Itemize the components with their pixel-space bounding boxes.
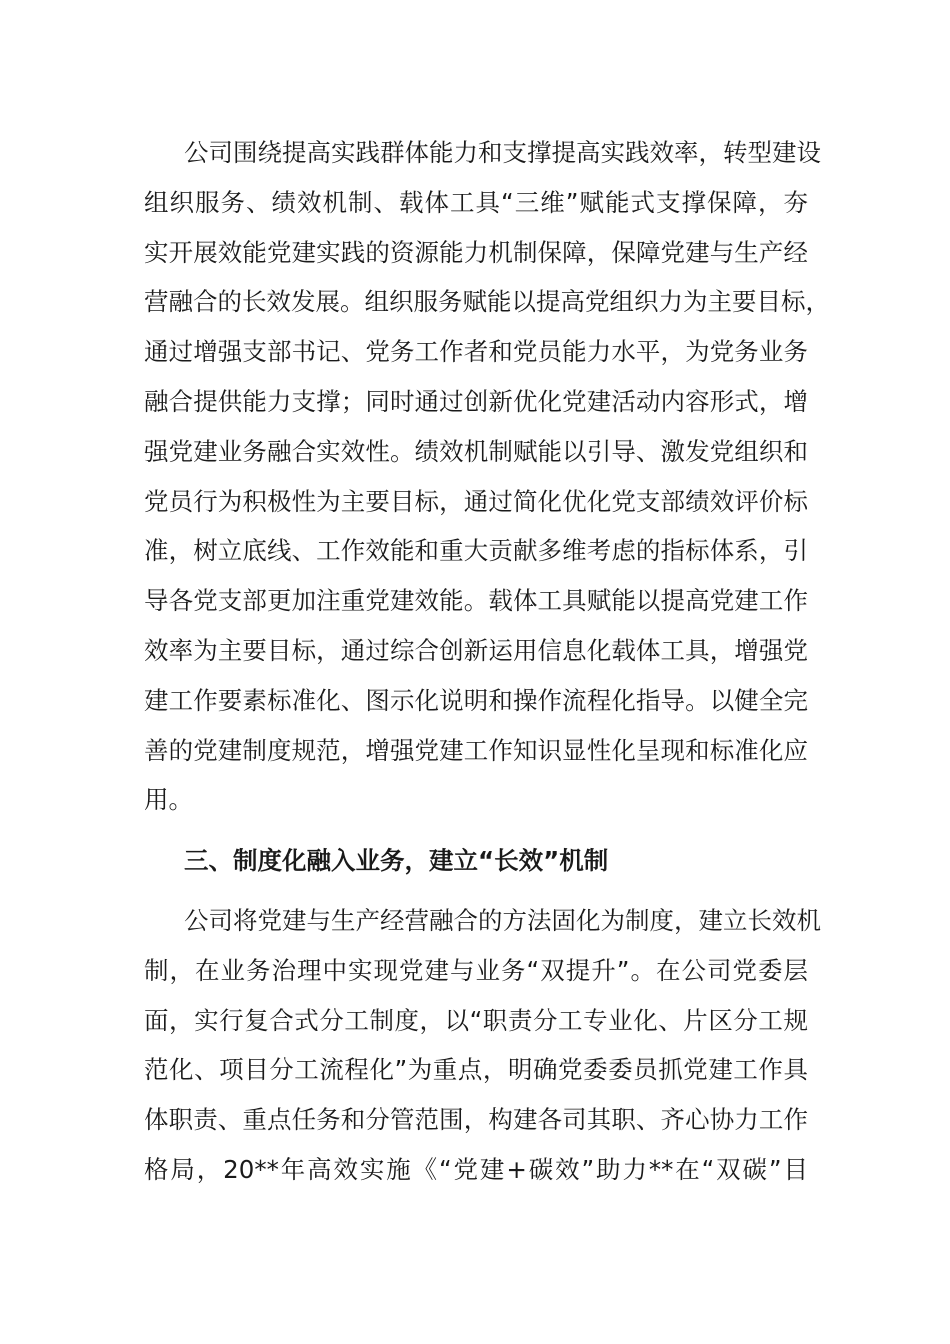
paragraph-line: 公司将党建与生产经营融合的方法固化为制度，建立长效机 xyxy=(184,906,821,935)
paragraph-line: 营融合的长效发展。组织服务赋能以提高党组织力为主要目标， xyxy=(144,287,830,317)
section-heading xyxy=(144,836,808,886)
paragraph-2 xyxy=(144,896,821,1195)
paragraph-line: 组织服务、绩效机制、载体工具“三维”赋能式支撑保障，夯 xyxy=(144,187,808,217)
paragraph-line: 党员行为积极性为主要目标，通过简化优化党支部绩效评价标 xyxy=(144,486,808,516)
paragraph-line: 用。 xyxy=(144,785,193,815)
paragraph-line: 融合提供能力支撑；同时通过创新优化党建活动内容形式，增 xyxy=(144,386,808,416)
paragraph-1 xyxy=(144,128,830,825)
paragraph-line: 效率为主要目标，通过综合创新运用信息化载体工具，增强党 xyxy=(144,635,808,665)
paragraph-line: 建工作要素标准化、图示化说明和操作流程化指导。以健全完 xyxy=(144,685,808,715)
paragraph-line: 通过增强支部书记、党务工作者和党员能力水平，为党务业务 xyxy=(144,337,808,367)
paragraph-line: 面，实行复合式分工制度，以“职责分工专业化、片区分工规 xyxy=(144,1005,808,1035)
paragraph-line: 强党建业务融合实效性。绩效机制赋能以引导、激发党组织和 xyxy=(144,436,808,466)
paragraph-line: 导各党支部更加注重党建效能。载体工具赋能以提高党建工作 xyxy=(144,586,808,616)
paragraph-line: 格局，20**年高效实施《“党建+碳效”助力**在“双碳”目 xyxy=(144,1154,808,1184)
paragraph-line: 善的党建制度规范，增强党建工作知识显性化呈现和标准化应 xyxy=(144,735,808,765)
paragraph-line: 体职责、重点任务和分管范围，构建各司其职、齐心协力工作 xyxy=(144,1105,808,1135)
paragraph-line: 制，在业务治理中实现党建与业务“双提升”。在公司党委层 xyxy=(144,955,808,985)
paragraph-line: 准，树立底线、工作效能和重大贡献多维考虑的指标体系，引 xyxy=(144,536,808,566)
paragraph-line: 实开展效能党建实践的资源能力机制保障，保障党建与生产经 xyxy=(144,237,808,267)
paragraph-line: 范化、项目分工流程化”为重点，明确党委委员抓党建工作具 xyxy=(144,1055,808,1085)
paragraph-line: 公司围绕提高实践群体能力和支撑提高实践效率，转型建设 xyxy=(184,138,821,167)
section-heading-text: 三、制度化融入业务，建立“长效”机制 xyxy=(184,846,609,875)
